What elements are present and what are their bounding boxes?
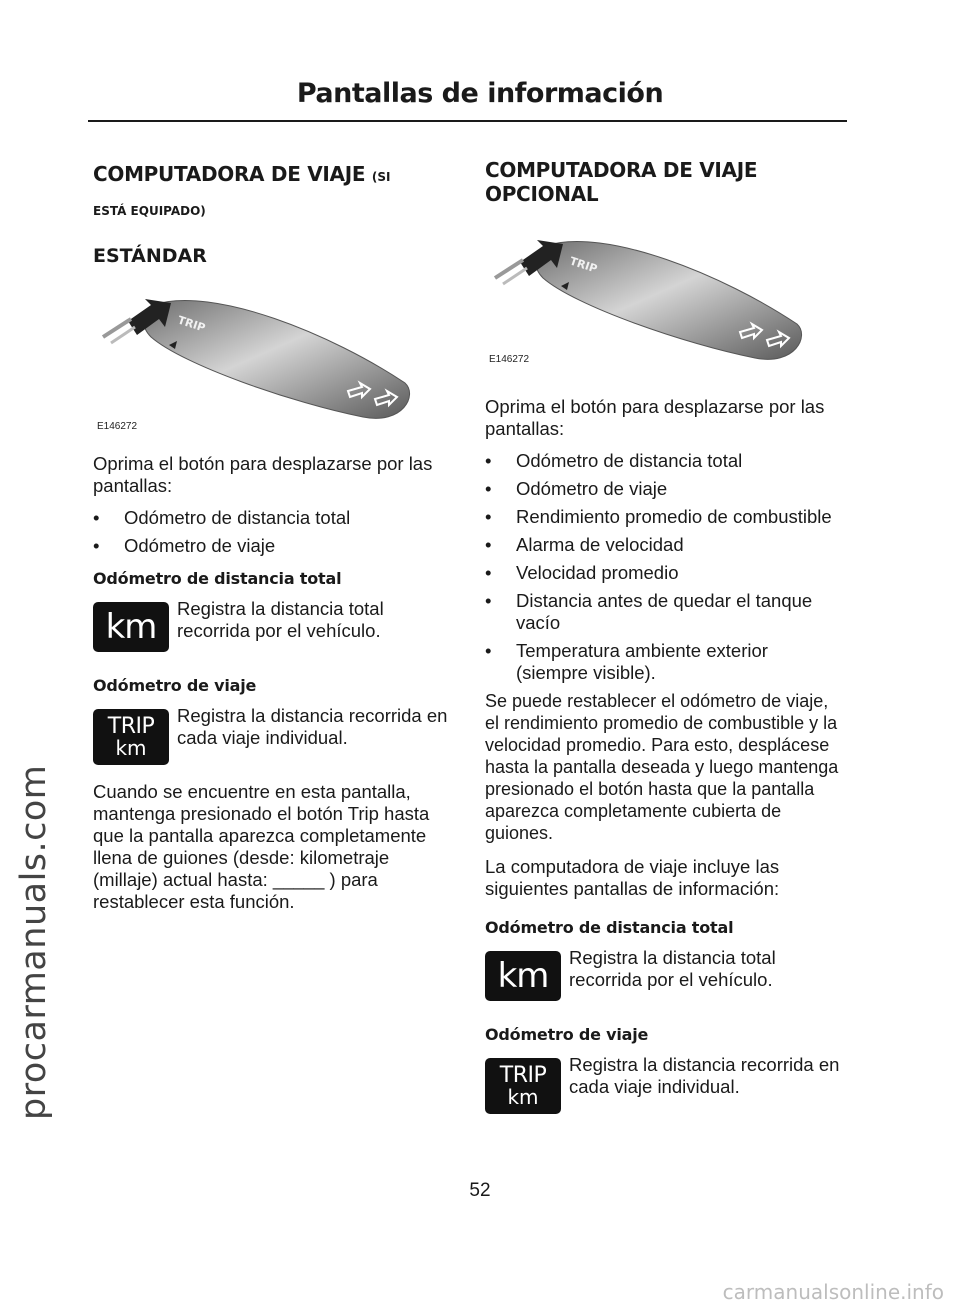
km-icon-text: km <box>497 956 549 996</box>
reset-instructions: Cuando se encuentre en esta pantalla, mantenga presionado el botón Trip hasta que la pantalla aparezca completamente llena de guiones (desde: kilometraje (millaje) actual hasta: _____ ) para restablecer esta función. <box>93 781 430 912</box>
trip-button-figure <box>93 285 453 433</box>
intro-text: Oprima el botón para desplazarse por las pantallas: <box>485 396 825 439</box>
screens-list <box>485 450 845 684</box>
section-heading <box>93 162 453 189</box>
list-item: • Odómetro de viaje <box>93 535 453 557</box>
trip-button-illustration <box>93 285 413 433</box>
right-column <box>485 150 845 1114</box>
list-item: • Odómetro de distancia total <box>93 507 453 529</box>
list-item: • Odómetro de viaje <box>485 478 845 500</box>
list-item: • Velocidad promedio <box>485 562 845 584</box>
figure-code: E146272 <box>97 421 138 432</box>
left-column <box>93 150 453 913</box>
screens-list <box>93 507 453 557</box>
section-heading-suffix: (SI <box>371 170 391 184</box>
section-heading: COMPUTADORA DE VIAJE <box>485 158 758 182</box>
trip-km-icon <box>93 709 169 765</box>
item-row <box>93 598 453 652</box>
km-icon <box>93 602 169 652</box>
trip-label: TRIP <box>568 254 599 276</box>
section-heading-line2: OPCIONAL <box>485 182 599 206</box>
item-description: Registra la distancia total recorrida por el vehículo. <box>177 598 384 641</box>
trip-icon-text: TRIP <box>107 714 155 739</box>
list-item: • Alarma de velocidad <box>485 534 845 556</box>
km-icon-text: km <box>105 607 157 647</box>
trip-label: TRIP <box>176 313 207 335</box>
km-icon-text: km <box>507 1085 539 1109</box>
item-title: Odómetro de viaje <box>485 1025 649 1044</box>
trip-button-illustration <box>485 226 805 374</box>
screens-paragraph: La computadora de viaje incluye las siguientes pantallas de información: <box>485 856 780 899</box>
section-heading-text: COMPUTADORA DE VIAJE <box>93 162 366 186</box>
page-number: 52 <box>469 1180 491 1201</box>
item-title: Odómetro de distancia total <box>485 918 734 937</box>
watermark-bottom: carmanualsonline.info <box>722 1280 944 1304</box>
page-header-title: Pantallas de información <box>296 78 664 109</box>
km-icon <box>485 951 561 1001</box>
subsection-heading: ESTÁNDAR <box>93 245 207 267</box>
intro-text: Oprima el botón para desplazarse por las pantallas: <box>93 453 433 496</box>
list-item: • Temperatura ambiente exterior (siempre visible). <box>485 640 845 684</box>
item-description: Registra la distancia recorrida en cada viaje individual. <box>177 705 448 748</box>
trip-km-icon <box>485 1058 561 1114</box>
section-heading-line2: ESTÁ EQUIPADO) <box>93 204 206 218</box>
list-item: • Odómetro de distancia total <box>485 450 845 472</box>
item-title: Odómetro de distancia total <box>93 569 342 588</box>
item-row <box>485 1054 845 1114</box>
km-icon-text: km <box>115 736 147 760</box>
item-row <box>485 947 845 1001</box>
watermark-left: procarmanuals.com <box>14 764 54 1120</box>
item-description: Registra la distancia total recorrida por el vehículo. <box>569 947 776 990</box>
list-item: • Rendimiento promedio de combustible <box>485 506 845 528</box>
item-title: Odómetro de viaje <box>93 676 257 695</box>
item-description: Registra la distancia recorrida en cada viaje individual. <box>569 1054 840 1097</box>
reset-paragraph: Se puede restablecer el odómetro de viaje, el rendimiento promedio de combustible y la velocidad promedio. Para esto, desplácese hasta la pantalla deseada y luego mantenga presionado el botón hasta que la pantalla aparezca completamente cubierta de guiones. <box>485 691 839 843</box>
figure-code: E146272 <box>489 354 530 365</box>
trip-icon-text: TRIP <box>499 1063 547 1088</box>
trip-button-figure <box>485 226 845 374</box>
list-item: • Distancia antes de quedar el tanque vacío <box>485 590 845 634</box>
item-row <box>93 705 453 765</box>
header-divider <box>88 120 847 122</box>
